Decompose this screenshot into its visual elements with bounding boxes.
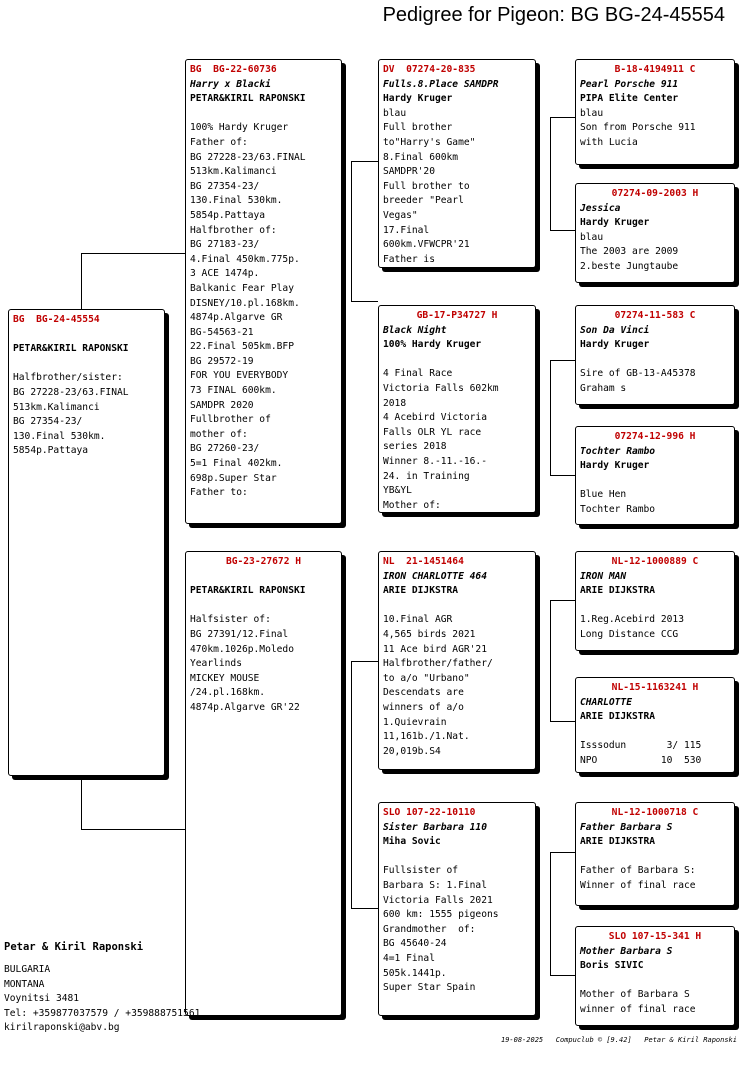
ggp-owner: Hardy Kruger [580, 339, 650, 351]
sire-line: 4874p.Algarve GR [190, 312, 283, 324]
connector-line [550, 117, 551, 231]
dam-sire-name: IRON CHARLOTTE 464 [383, 570, 487, 582]
ggp-owner: Hardy Kruger [580, 460, 650, 472]
ggp-line [580, 353, 730, 368]
connector-line [550, 600, 551, 722]
ggp-ring-number: 07274-09-2003 H [611, 188, 699, 199]
sire-dam-owner: 100% Hardy Kruger [383, 339, 482, 351]
subject-line [13, 328, 160, 343]
dam-line [190, 570, 337, 585]
sire-card[interactable] [185, 59, 342, 524]
ggp-ring-number: 07274-12-996 H [614, 431, 696, 442]
dam-dam-line [383, 850, 531, 865]
sire-dam-dam-card[interactable] [575, 426, 735, 525]
sire-line: 22.Final 505km.BFP [190, 341, 294, 353]
sire-line: 73 FINAL 600km. [190, 385, 277, 397]
connector-line [550, 360, 575, 361]
sire-line: 3 ACE 1474p. [190, 268, 260, 280]
sire-sire-ring-number: DV 07274-20-835 [383, 64, 476, 75]
sire-dam-line: Mother of: [383, 499, 441, 511]
sire-line: 5854p.Pattaya [190, 209, 266, 221]
dam-sire-line: 4,565 birds 2021 [383, 628, 476, 640]
subject-line: BG 27228-23/63.FINAL [13, 386, 129, 398]
connector-line [351, 908, 378, 909]
ggp-line: with Lucia [580, 136, 638, 148]
dam-dam-line: Grandmother of: [383, 923, 476, 935]
ggp-ring-number: NL-12-1000889 C [611, 556, 699, 567]
sire-line: 4.Final 450km.775p. [190, 253, 300, 265]
ggp-line: Blue Hen [580, 489, 627, 501]
dam-dam-name: Sister Barbara 110 [383, 821, 487, 833]
dam-dam-owner: Miha Sovic [383, 836, 441, 848]
sire-sire-line: Vegas" [383, 209, 418, 221]
sire-dam-name: Black Night [383, 324, 447, 336]
sire-line: BG 29572-19 [190, 355, 254, 367]
dam-dam-ring-number: SLO 107-22-10110 [383, 807, 476, 818]
ggp-ring-number: B-18-4194911 C [614, 64, 696, 75]
sire-dam-line: Victoria Falls 602km [383, 382, 499, 394]
dam-sire-card[interactable] [378, 551, 536, 770]
connector-line [550, 475, 575, 476]
ggp-line: Sire of GB-13-A45378 [580, 368, 696, 380]
sire-dam-line: Winner 8.-11.-16.- [383, 455, 487, 467]
ggp-name: Mother Barbara S [580, 945, 673, 957]
ggp-line [580, 850, 730, 865]
dam-line: BG 27391/12.Final [190, 628, 289, 640]
dam-line: 4874p.Algarve GR'22 [190, 701, 300, 713]
sire-sire-line: blau [383, 107, 407, 119]
sire-sire-sire-card[interactable] [575, 59, 735, 165]
breeder-region: MONTANA [4, 978, 45, 990]
sire-sire-line: Full brother to [383, 180, 470, 192]
sire-line [190, 107, 337, 122]
dam-line: Yearlinds [190, 658, 242, 670]
dam-sire-line: Descendats are [383, 687, 464, 699]
ggp-line: Isssodun 3/ 115 [580, 740, 702, 752]
dam-dam-line: BG 45640-24 [383, 938, 447, 950]
dam-sire-line: 11 Ace bird AGR'21 [383, 643, 487, 655]
connector-line [351, 161, 352, 301]
dam-line: 470km.1026p.Moledo [190, 643, 294, 655]
sire-line: mother of: [190, 428, 248, 440]
dam-sire-line: winners of a/o [383, 701, 464, 713]
print-stamp: 19-08-2025 Compuclub © [9.42] Petar & Kiril Raponski [500, 1036, 737, 1044]
sire-line: BG 27183-23/ [190, 239, 260, 251]
ggp-line: NPO 10 530 [580, 754, 702, 766]
breeder-phone: Tel: +359877037579 / +359888751561 [4, 1007, 201, 1019]
sire-dam-line: series 2018 [383, 441, 447, 453]
ggp-owner: ARIE DIJKSTRA [580, 711, 656, 723]
sire-line: Balkanic Fear Play [190, 282, 294, 294]
ggp-name: Jessica [580, 202, 621, 214]
sire-dam-line: 2018 [383, 397, 407, 409]
dam-sire-owner: ARIE DIJKSTRA [383, 585, 459, 597]
dam-sire-line: 20,019b.S4 [383, 745, 441, 757]
connector-line [81, 829, 185, 830]
ggp-owner: PIPA Elite Center [580, 93, 679, 105]
subject-line: Halfbrother/sister: [13, 372, 123, 384]
dam-line: Halfsister of: [190, 614, 271, 626]
sire-line: 698p.Super Star [190, 472, 277, 484]
ggp-ring-number: SLO 107-15-341 H [608, 931, 702, 942]
sire-sire-line: Full brother [383, 122, 453, 134]
dam-dam-card[interactable] [378, 802, 536, 1016]
ggp-owner: ARIE DIJKSTRA [580, 585, 656, 597]
ggp-line: blau [580, 107, 604, 119]
dam-line: MICKEY MOUSE [190, 672, 260, 684]
dam-line [190, 599, 337, 614]
connector-line [351, 301, 378, 302]
ggp-line: winner of final race [580, 1003, 696, 1015]
sire-line: BG 27228-23/63.FINAL [190, 151, 306, 163]
dam-sire-sire-card[interactable] [575, 551, 735, 651]
breeder-contact [4, 963, 200, 1036]
sire-dam-line: Falls OLR YL race [383, 426, 482, 438]
ggp-owner: Boris SIVIC [580, 960, 644, 972]
breeder-address: Voynitsi 3481 [4, 993, 80, 1005]
dam-sire-line [383, 599, 531, 614]
sire-line: Father of: [190, 136, 248, 148]
dam-ring-number: BG-23-27672 H [225, 556, 302, 567]
ggp-line: Tochter Rambo [580, 503, 656, 515]
subject-line [13, 357, 160, 372]
connector-line [550, 721, 575, 722]
ggp-line [580, 974, 730, 989]
dam-owner: PETAR&KIRIL RAPONSKI [190, 585, 306, 597]
sire-sire-line: to"Harry's Game" [383, 136, 476, 148]
dam-line: /24.pl.168km. [190, 687, 266, 699]
connector-line [81, 253, 185, 254]
ggp-line: Father of Barbara S: [580, 865, 696, 877]
ggp-name: CHARLOTTE [580, 696, 632, 708]
dam-sire-line: to a/o "Urbano" [383, 672, 470, 684]
ggp-name: Pearl Porsche 911 [580, 78, 679, 90]
sire-line: FOR YOU EVERYBODY [190, 370, 289, 382]
breeder-country: BULGARIA [4, 964, 51, 975]
dam-sire-line: 1.Quievrain [383, 716, 447, 728]
breeder-email: kirilraponski@abv.bg [4, 1022, 120, 1034]
ggp-line: Son from Porsche 911 [580, 122, 696, 134]
sire-sire-line: SAMDPR'20 [383, 166, 435, 178]
sire-line: 130.Final 530km. [190, 195, 283, 207]
sire-dam-ring-number: GB-17-P34727 H [416, 310, 498, 321]
connector-line [550, 975, 575, 976]
sire-line: DISNEY/10.pl.168km. [190, 297, 300, 309]
sire-dam-line: 24. in Training [383, 470, 470, 482]
connector-line [351, 661, 378, 662]
sire-dam-line: 4 Final Race [383, 368, 453, 380]
ggp-name: Father Barbara S [580, 821, 673, 833]
sire-ring-number: BG BG-22-60736 [190, 64, 277, 75]
connector-line [81, 776, 82, 830]
sire-dam-line: 4 Acebird Victoria [383, 412, 487, 424]
sire-sire-card[interactable] [378, 59, 536, 268]
ggp-ring-number: NL-15-1163241 H [611, 682, 699, 693]
subject-line: 5854p.Pattaya [13, 445, 89, 457]
sire-line: 513km.Kalimanci [190, 166, 277, 178]
dam-card[interactable] [185, 551, 342, 1016]
dam-sire-line: Halfbrother/father/ [383, 658, 493, 670]
sire-line: Father to: [190, 487, 248, 499]
ggp-name: Tochter Rambo [580, 445, 656, 457]
ggp-line [580, 599, 730, 614]
connector-line [550, 852, 551, 976]
sire-sire-line: 17.Final [383, 224, 430, 236]
breeder-name: Petar & Kiril Raponski [4, 941, 144, 953]
ggp-owner: Hardy Kruger [580, 217, 650, 229]
connector-line [550, 230, 575, 231]
page-title: Pedigree for Pigeon: BG BG-24-45554 [382, 4, 725, 26]
dam-dam-sire-card[interactable] [575, 802, 735, 906]
connector-line [550, 600, 575, 601]
connector-line [81, 253, 82, 309]
dam-dam-line: Barbara S: 1.Final [383, 879, 487, 891]
dam-sire-line: 11,161b./1.Nat. [383, 731, 470, 743]
sire-line: BG 27354-23/ [190, 180, 260, 192]
sire-dam-sire-card[interactable] [575, 305, 735, 405]
subject-line: 130.Final 530km. [13, 430, 106, 442]
dam-dam-line: Victoria Falls 2021 [383, 894, 493, 906]
dam-sire-dam-card[interactable] [575, 677, 735, 773]
ggp-line [580, 474, 730, 489]
dam-dam-dam-card[interactable] [575, 926, 735, 1026]
sire-dam-line: YB&YL [383, 485, 412, 497]
sire-sire-line: breeder "Pearl [383, 195, 464, 207]
dam-dam-line: 4=1 Final [383, 952, 435, 964]
dam-dam-line: Fullsister of [383, 865, 459, 877]
subject-owner: PETAR&KIRIL RAPONSKI [13, 343, 129, 355]
sire-sire-line: 600km.VFWCPR'21 [383, 239, 470, 251]
connector-line [550, 360, 551, 476]
ggp-line: Mother of Barbara S [580, 989, 690, 1001]
ggp-ring-number: 07274-11-583 C [614, 310, 696, 321]
dam-sire-ring-number: NL 21-1451464 [383, 556, 464, 567]
sire-sire-owner: Hardy Kruger [383, 93, 453, 105]
ggp-ring-number: NL-12-1000718 C [611, 807, 699, 818]
sire-line: 5=1 Final 402km. [190, 458, 283, 470]
ggp-line: blau [580, 231, 604, 243]
connector-line [351, 161, 378, 162]
sire-line: Fullbrother of [190, 414, 271, 426]
dam-dam-line: Super Star Spain [383, 982, 476, 994]
ggp-owner: ARIE DIJKSTRA [580, 836, 656, 848]
subject-line: BG 27354-23/ [13, 416, 83, 428]
connector-line [550, 117, 575, 118]
dam-dam-line: 505k.1441p. [383, 967, 447, 979]
sire-line: BG-54563-21 [190, 326, 254, 338]
sire-line: SAMDPR 2020 [190, 399, 254, 411]
connector-line [550, 852, 575, 853]
sire-line: BG 27260-23/ [190, 443, 260, 455]
sire-line: Halfbrother of: [190, 224, 277, 236]
ggp-line: The 2003 are 2009 [580, 246, 679, 258]
sire-sire-line: 8.Final 600km [383, 151, 459, 163]
dam-sire-line: 10.Final AGR [383, 614, 453, 626]
ggp-line: Long Distance CCG [580, 628, 679, 640]
ggp-name: Son Da Vinci [580, 324, 650, 336]
ggp-name: IRON MAN [580, 570, 627, 582]
ggp-line: 1.Reg.Acebird 2013 [580, 614, 684, 626]
sire-name: Harry x Blacki [190, 78, 271, 90]
ggp-line [580, 725, 730, 740]
subject-pigeon-card[interactable] [8, 309, 165, 776]
connector-line [351, 661, 352, 909]
sire-owner: PETAR&KIRIL RAPONSKI [190, 93, 306, 105]
dam-dam-line: 600 km: 1555 pigeons [383, 909, 499, 921]
ggp-line: 2.beste Jungtaube [580, 260, 679, 272]
sire-sire-line: Father is [383, 253, 435, 265]
sire-line: 100% Hardy Kruger [190, 122, 289, 134]
sire-dam-card[interactable] [378, 305, 536, 513]
sire-sire-name: Fulls.8.Place SAMDPR [383, 78, 499, 90]
sire-sire-dam-card[interactable] [575, 183, 735, 283]
subject-line: 513km.Kalimanci [13, 401, 100, 413]
sire-dam-line [383, 353, 531, 368]
ggp-line: Winner of final race [580, 879, 696, 891]
ggp-line: Graham s [580, 382, 627, 394]
subject-ring-number: BG BG-24-45554 [13, 314, 100, 325]
